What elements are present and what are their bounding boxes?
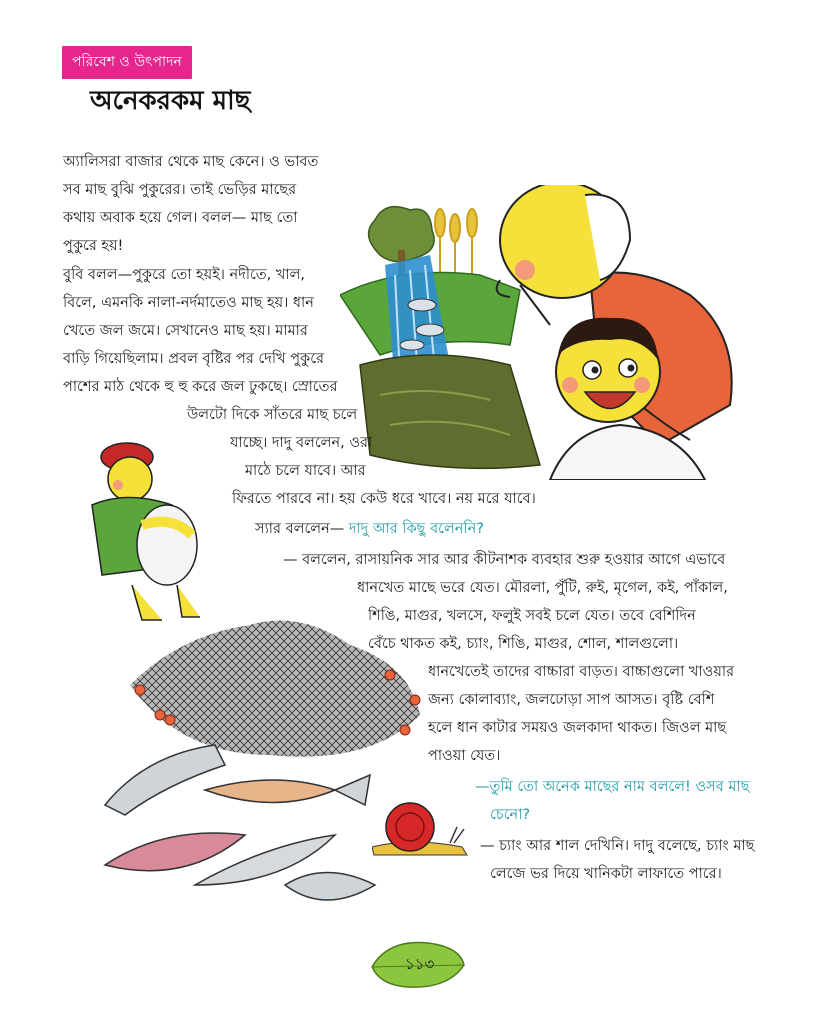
answer1-line: বেঁচে থাকত কই, চ্যাং, শিঙি, মাগুর, শোল, শালগুলো। bbox=[368, 636, 679, 652]
paragraph2-line: ফিরতে পারবে না। হয় কেউ ধরে খাবে। নয় মরে যাবে। bbox=[232, 491, 536, 507]
paragraph1-line: সব মাছ বুঝি পুকুরের। তাই ভেড়ির মাছের bbox=[63, 182, 297, 198]
paragraph2-line: যাচ্ছে। দাদু বললেন, ওরা bbox=[230, 435, 373, 451]
question2-line: চেনো? bbox=[490, 807, 531, 823]
answer2-line: — চ্যাং আর শাল দেখিনি। দাদু বলেছে, চ্যাং মাছ bbox=[480, 838, 755, 854]
sir-question-line bbox=[255, 519, 484, 539]
fish-illustration bbox=[85, 735, 385, 925]
answer1-line: জন্য কোলাব্যাং, জলঢোড়া সাপ আসত। বৃষ্টি বেশি bbox=[428, 692, 715, 708]
boy-illustration bbox=[540, 310, 710, 480]
paragraph2-line: বুবি বলল—পুকুরে তো হয়ই। নদীতে, খাল, bbox=[63, 267, 306, 283]
paragraph2-line: বাড়ি গিয়েছিলাম। প্রবল বৃষ্টির পর দেখি পুকুরে bbox=[63, 351, 324, 367]
sitting-man-illustration bbox=[82, 435, 217, 625]
sir-speaker: স্যার বললেন— bbox=[255, 521, 345, 537]
page-title: অনেকরকম মাছ bbox=[90, 86, 251, 116]
question2-line: —তুমি তো অনেক মাছের নাম বললে! ওসব মাছ bbox=[475, 779, 750, 795]
paragraph2-line: খেতে জল জমে। সেখানেও মাছ হয়। মামার bbox=[63, 323, 308, 339]
answer1-line: হলে ধান কাটার সময়ও জলকাদা থাকত। জিওল মাছ bbox=[428, 720, 727, 736]
paragraph1-line: পুকুরে হয়! bbox=[63, 238, 124, 254]
answer1-line: পাওয়া যেত। bbox=[428, 748, 501, 764]
paragraph2-line: মাঠে চলে যাবে। আর bbox=[245, 463, 366, 479]
paragraph2-line: বিলে, এমনকি নালা-নর্দমাতেও মাছ হয়। ধান bbox=[63, 295, 314, 311]
page-number: ১১৩ bbox=[405, 955, 435, 973]
paragraph2-line: পাশের মাঠ থেকে হু হু করে জল ঢুকছে। স্রোতের bbox=[63, 379, 338, 395]
sir-question: দাদু আর কিছু বলেননি? bbox=[348, 521, 484, 537]
section-tag: পরিবেশ ও উৎপাদন bbox=[62, 46, 192, 79]
answer2-line: লেজে ভর দিয়ে খানিকটা লাফাতে পারে। bbox=[490, 866, 722, 882]
answer1-line: শিঙি, মাগুর, খলসে, ফলুই সবই চলে যেত। তবে বেশিদিন bbox=[368, 608, 696, 624]
answer1-line: ধানখেত মাছে ভরে যেত। মৌরলা, পুঁটি, রুই, মৃগেল, কই, পাঁকাল, bbox=[357, 580, 728, 596]
paragraph1-line: অ্যালিসরা বাজার থেকে মাছ কেনে। ও ভাবত bbox=[63, 154, 319, 170]
answer1-line: — বললেন, রাসায়নিক সার আর কীটনাশক ব্যবহার শুরু হওয়ার আগে এভাবে bbox=[283, 552, 726, 568]
paragraph1-line: কথায় অবাক হয়ে গেল। বলল— মাছ তো bbox=[63, 210, 298, 226]
answer1-line: ধানখেতেই তাদের বাচ্চারা বাড়ত। বাচ্চাগুলো খাওয়ার bbox=[428, 664, 735, 680]
snail-illustration bbox=[372, 797, 472, 857]
paragraph2-line: উলটো দিকে সাঁতরে মাছ চলে bbox=[187, 407, 358, 423]
